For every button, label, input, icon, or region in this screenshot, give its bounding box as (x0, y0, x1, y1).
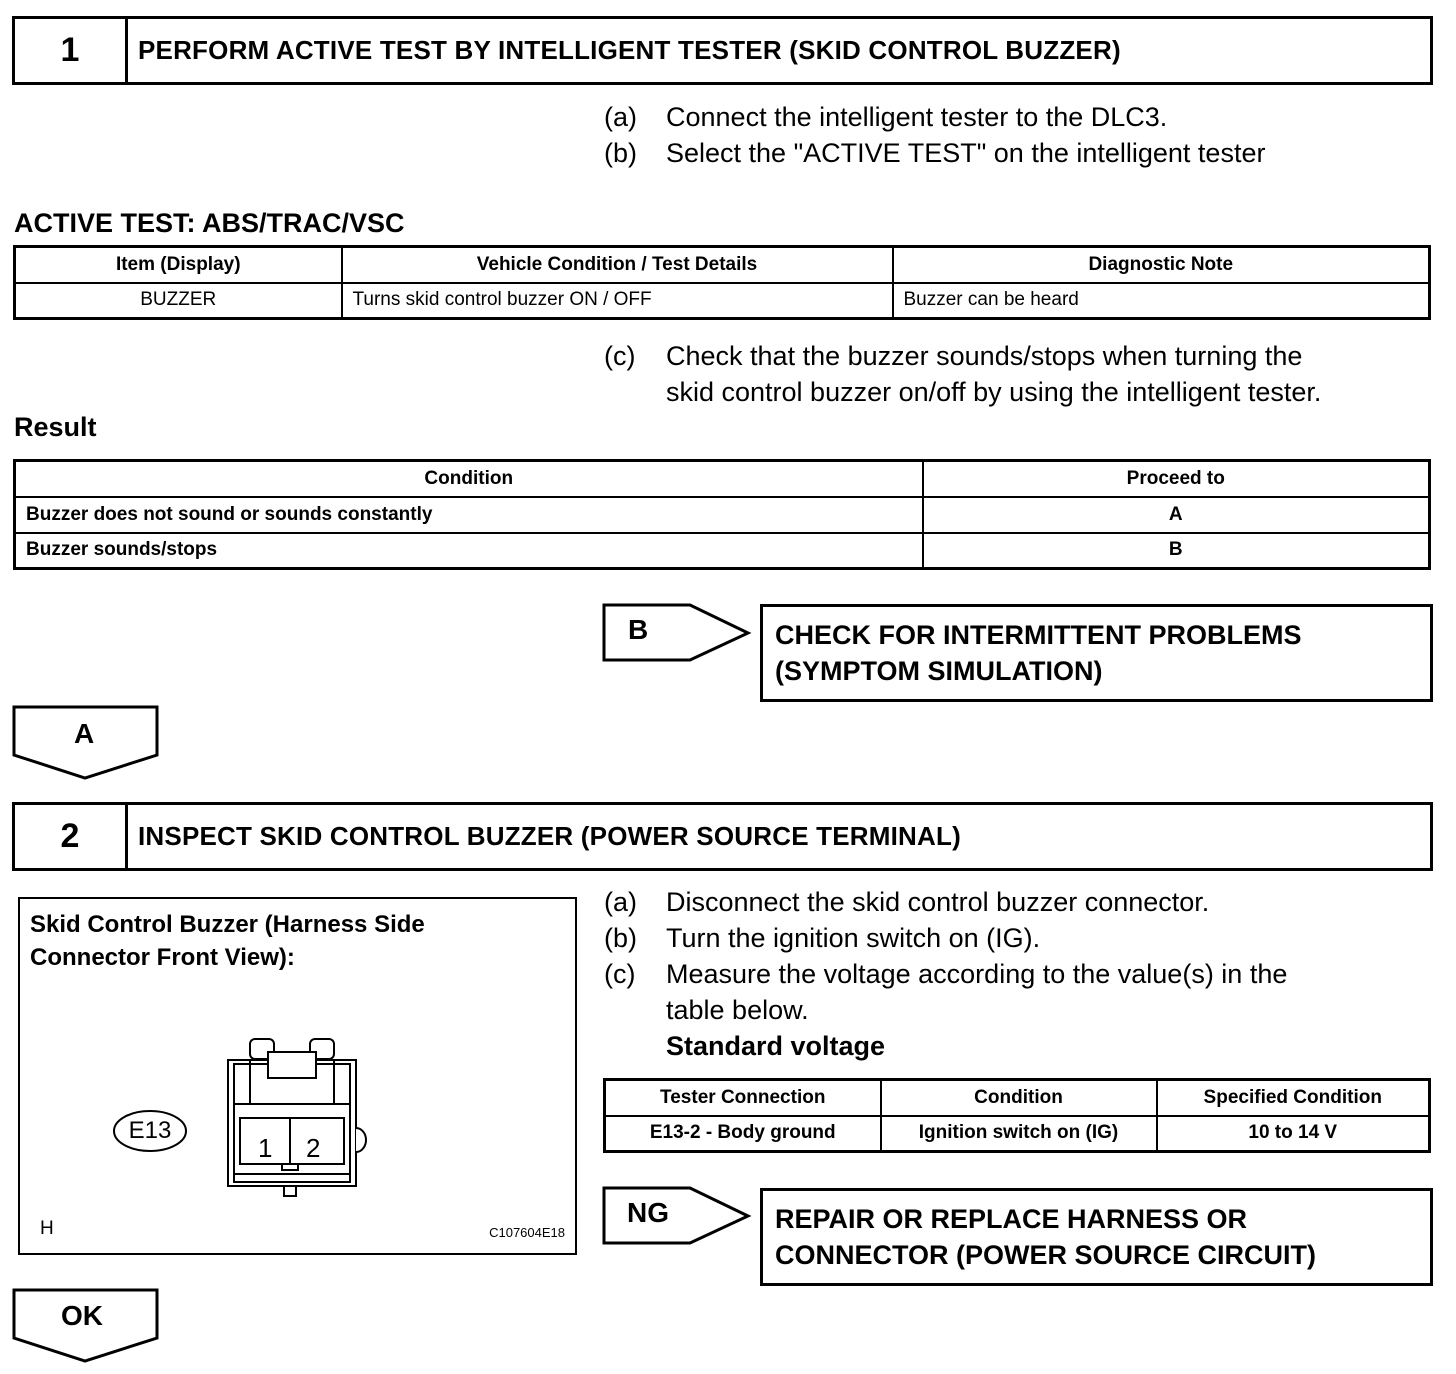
instruction-item: (b) Select the "ACTIVE TEST" on the intelligent tester (604, 138, 1266, 168)
table-row (605, 1116, 1430, 1152)
standard-voltage-heading: Standard voltage (666, 1031, 886, 1061)
table-row (15, 533, 1430, 569)
step-1-instructions (604, 99, 1424, 171)
branch-b-arrow-icon (602, 603, 752, 663)
table-row (15, 497, 1430, 533)
branch-ng-arrow-icon (602, 1186, 752, 1246)
branch-b-tag: B (628, 614, 649, 645)
step-1-header (12, 16, 1433, 85)
table-cell: Buzzer does not sound or sounds constantly (15, 497, 923, 533)
table-cell: 10 to 14 V (1157, 1116, 1430, 1152)
table-row (15, 283, 1430, 319)
step-number: 1 (15, 19, 128, 82)
step-2-header (12, 802, 1433, 871)
table-cell: B (923, 533, 1430, 569)
table-cell: A (923, 497, 1430, 533)
voltage-table (603, 1078, 1431, 1153)
pin-2-label: 2 (306, 1133, 321, 1163)
pin-1-label: 1 (258, 1133, 273, 1163)
table-header-cell: Diagnostic Note (893, 247, 1430, 283)
result-heading: Result (14, 412, 97, 442)
instruction-item: (b) Turn the ignition switch on (IG). (604, 923, 1041, 953)
result-line: (SYMPTOM SIMULATION) (775, 656, 1103, 686)
figure-caption: Skid Control Buzzer (Harness Side Connector Front View): (30, 911, 425, 971)
figure-corner-letter: H (40, 1218, 54, 1239)
step-title: INSPECT SKID CONTROL BUZZER (POWER SOURCE TERMINAL) (138, 821, 961, 851)
branch-ok-tag: OK (61, 1300, 103, 1331)
table-header-row (15, 461, 1430, 497)
step-number: 2 (15, 805, 128, 868)
instruction-item: (c) Measure the voltage according to the value(s) in the (604, 959, 1288, 989)
instruction-item: (a) Connect the intelligent tester to the DLC3. (604, 102, 1168, 132)
table-cell: Buzzer sounds/stops (15, 533, 923, 569)
table-cell: Buzzer can be heard (893, 283, 1430, 319)
table-header-row (605, 1080, 1430, 1116)
table-header-row (15, 247, 1430, 283)
branch-b-result-box (760, 604, 1433, 702)
table-cell: Ignition switch on (IG) (881, 1116, 1157, 1152)
connector-front-view-icon (216, 1034, 386, 1204)
active-test-heading: ACTIVE TEST: ABS/TRAC/VSC (14, 208, 405, 238)
connector-figure (18, 897, 577, 1255)
table-header-cell: Condition (15, 461, 923, 497)
table-header-cell: Condition (881, 1080, 1157, 1116)
result-line: CHECK FOR INTERMITTENT PROBLEMS (775, 620, 1302, 650)
result-table (13, 459, 1431, 570)
step-2-instructions: (a) Disconnect the skid control buzzer connector. (b) Turn the ignition switch on (IG). (c) Measure the voltage according to the value(s) in the table below. Standard voltage (604, 884, 1434, 1064)
table-header-cell: Specified Condition (1157, 1080, 1430, 1116)
table-cell: Turns skid control buzzer ON / OFF (342, 283, 893, 319)
branch-ng-tag: NG (627, 1197, 669, 1228)
figure-code: C107604E18 (489, 1225, 565, 1240)
table-cell: BUZZER (15, 283, 342, 319)
table-header-cell: Tester Connection (605, 1080, 881, 1116)
result-line: REPAIR OR REPLACE HARNESS OR (775, 1204, 1248, 1234)
step-title: PERFORM ACTIVE TEST BY INTELLIGENT TESTER (SKID CONTROL BUZZER) (138, 35, 1121, 65)
active-test-table (13, 245, 1431, 320)
step-1-instruction-c: (c) Check that the buzzer sounds/stops when turning the skid control buzzer on/off by using the intelligent tester. (604, 341, 1322, 407)
table-header-cell: Item (Display) (15, 247, 342, 283)
table-header-cell: Proceed to (923, 461, 1430, 497)
table-cell: E13-2 - Body ground (605, 1116, 881, 1152)
branch-a-tag: A (74, 718, 95, 749)
instruction-item: (a) Disconnect the skid control buzzer connector. (604, 887, 1210, 917)
connector-id-text: E13 (128, 1117, 172, 1144)
result-line: CONNECTOR (POWER SOURCE CIRCUIT) (775, 1240, 1317, 1270)
branch-ng-result-box (760, 1188, 1433, 1286)
table-header-cell: Vehicle Condition / Test Details (342, 247, 893, 283)
